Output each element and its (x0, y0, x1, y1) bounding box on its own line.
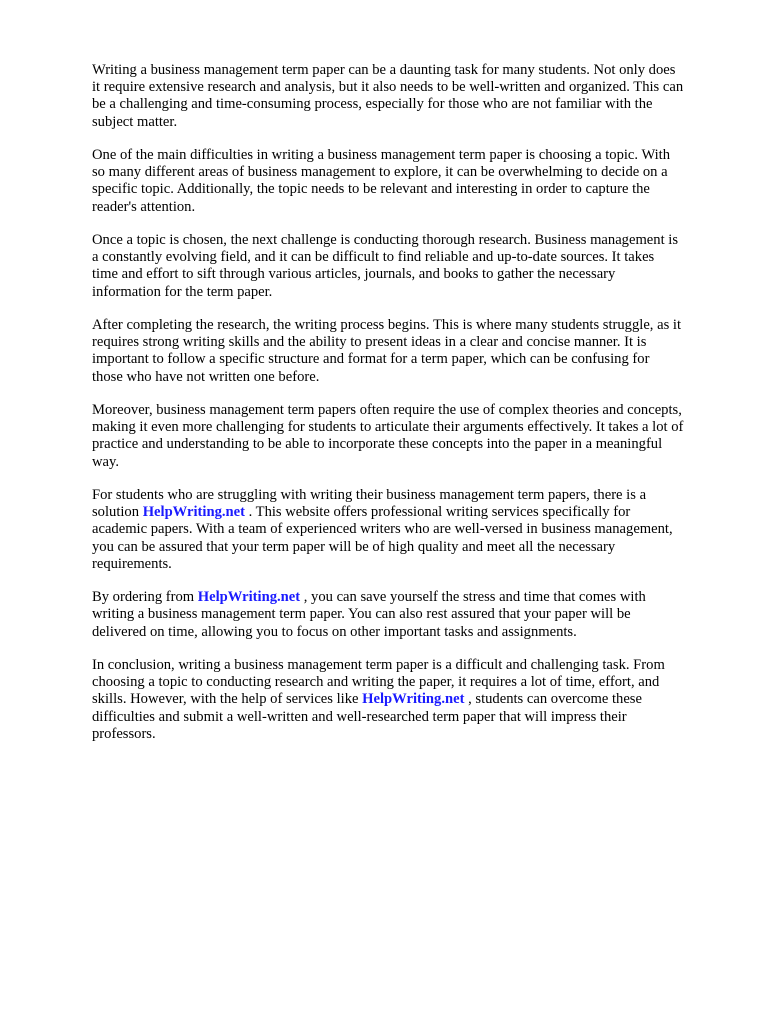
paragraph-solution-text-after: . This website offers professional writing services specifically for academic papers. With a team of experienced writers who are well-versed in business management, you can be assured that your term paper will be of high quality and meet all the necessary requirements. (92, 504, 673, 572)
helpwriting-link[interactable]: HelpWriting.net (142, 504, 245, 521)
paragraph-conclusion-text-before: In conclusion, writing a business management term paper is a difficult and challenging task. From choosing a topic to conducting research and writing the paper, it requires a lot of time, effort, and skills. However, with the help of services like (92, 657, 665, 708)
paragraph-research: Once a topic is chosen, the next challenge is conducting thorough research. Business management is a constantly evolving field, and it can be difficult to find reliable and up-to-date sources. It takes time and effort to sift through various articles, journals, and books to gather the necessary information for the term paper. (92, 232, 679, 300)
paragraph-writing: After completing the research, the writing process begins. This is where many students struggle, as it requires strong writing skills and the ability to present ideas in a clear and concise manner. It is important to follow a specific structure and format for a term paper, which can be confusing for those who have not written one before. (92, 317, 682, 385)
paragraph-ordering-text-after: , you can save yourself the stress and time that comes with writing a business management term paper. You can also rest assured that your paper will be delivered on time, allowing you to focus on other important tasks and assignments. (92, 589, 646, 640)
helpwriting-link[interactable]: HelpWriting.net (362, 691, 465, 708)
document-page (92, 62, 732, 759)
helpwriting-link[interactable]: HelpWriting.net (197, 589, 301, 606)
paragraph-conclusion-text-after: , students can overcome these difficulties and submit a well-written and well-researched term paper that will impress their professors. (92, 691, 642, 742)
paragraph-ordering (92, 589, 732, 641)
paragraph-topic: One of the main difficulties in writing a business management term paper is choosing a topic. With so many different areas of business management to explore, it can be overwhelming to decide on a specific topic. Additionally, the topic needs to be relevant and interesting in order to capture the reader's attention. (92, 147, 671, 215)
paragraph-solution-text-before: For students who are struggling with writing their business management term papers, there is a solution (92, 487, 647, 521)
paragraph-solution (92, 487, 732, 573)
paragraph-ordering-text-before: By ordering from (92, 589, 198, 606)
paragraph-conclusion (92, 657, 732, 743)
paragraph-theories: Moreover, business management term papers often require the use of complex theories and concepts, making it even more challenging for students to articulate their arguments effectively. It takes a lot of practice and understanding to be able to incorporate these concepts into the paper in a meaningful way. (92, 402, 684, 470)
paragraph-intro: Writing a business management term paper can be a daunting task for many students. Not only does it require extensive research and analysis, but it also needs to be well-written and organized. This can be a challenging and time-consuming process, especially for those who are not familiar with the subject matter. (92, 62, 684, 130)
